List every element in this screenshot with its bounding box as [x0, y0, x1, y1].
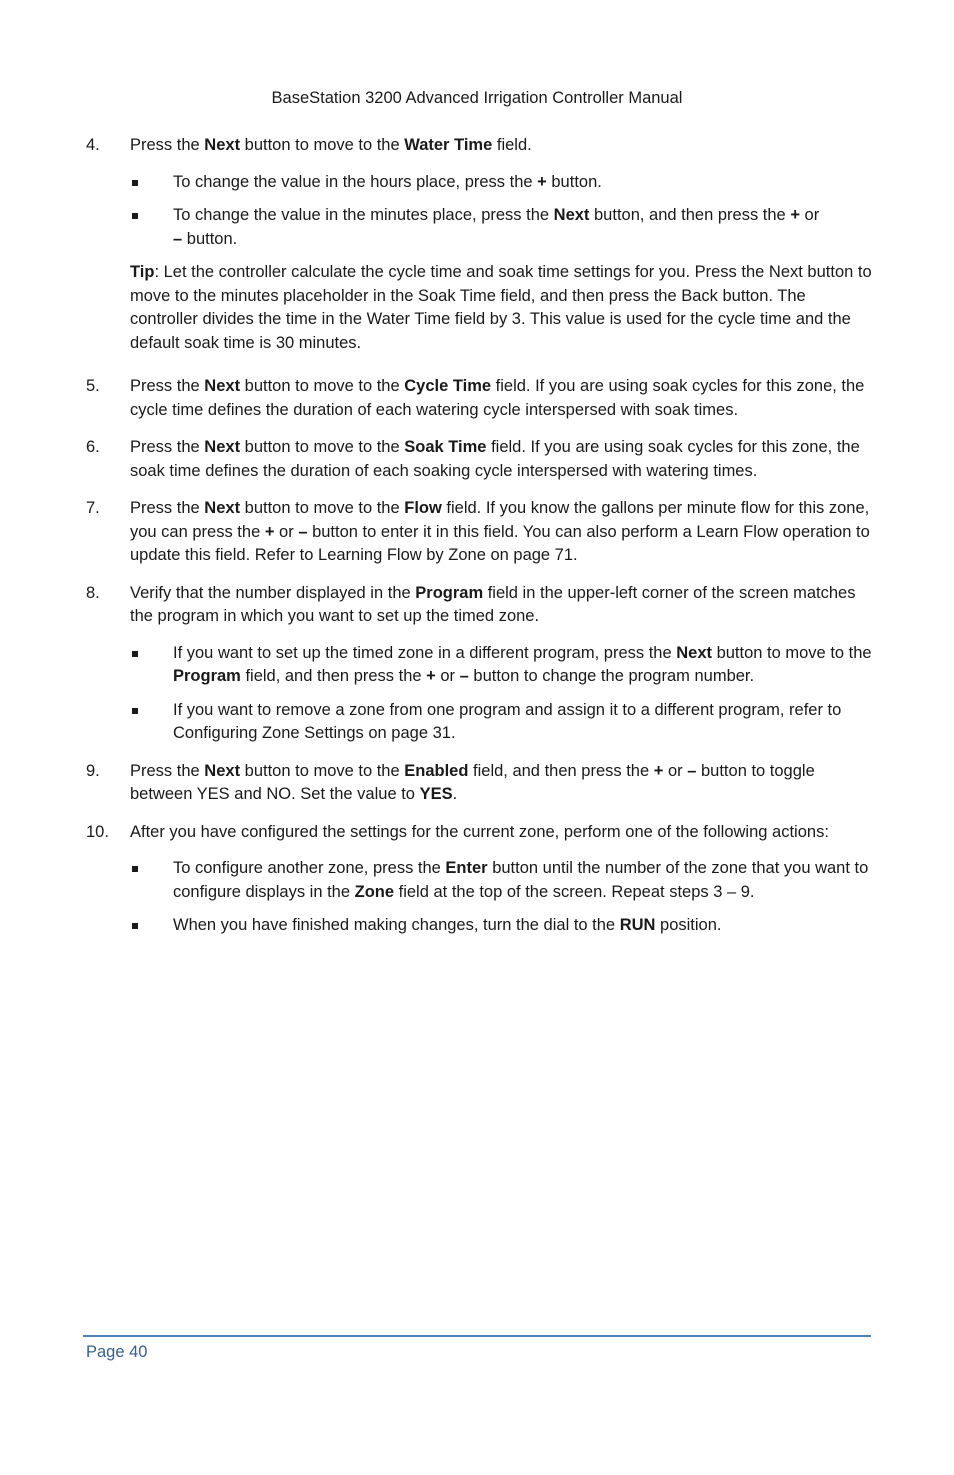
text: button until the number of the zone that you want to configure displays in the [173, 859, 869, 901]
step-number: 5. [86, 377, 100, 395]
bullet-list [130, 171, 872, 252]
text: field, and then press the [240, 667, 427, 685]
text: After you have configured the settings for the current zone, perform one of the following actions: [130, 822, 829, 841]
bold-text: Cycle Time [404, 377, 492, 395]
text: button to toggle between YES and NO. Set the value to [130, 761, 815, 803]
text: or [274, 522, 299, 541]
bold-text: Next [553, 206, 590, 224]
text: field. [492, 136, 532, 154]
text: field. If you are using soak cycles for this zone, the cycle time defines the duration of each watering cycle interspersed with soak times. [130, 377, 865, 419]
text: field at the top of the screen. Repeat steps 3 – 9. [394, 882, 755, 901]
square-bullet-icon [132, 866, 138, 872]
tip-paragraph [130, 261, 872, 355]
step-6 [86, 436, 872, 483]
text: Press the [130, 499, 205, 517]
bold-text: Enter [445, 859, 488, 877]
bullet-item [130, 699, 872, 746]
bold-text: YES [419, 785, 453, 803]
bold-text: Program [173, 667, 241, 685]
text: or [435, 667, 460, 685]
bullet-item [130, 914, 872, 938]
text: To change the value in the hours place, press the [173, 172, 538, 191]
text: Verify that the number displayed in the [130, 583, 416, 602]
bold-text: Next [204, 438, 241, 456]
step-text [130, 821, 872, 845]
text: button. [546, 172, 602, 191]
text: button to change the program number. [468, 667, 755, 685]
bold-text: Next [204, 377, 241, 395]
text: If you want to remove a zone from one program and assign it to a different program, refer to Configuring Zone Settings on page 31. [173, 700, 842, 742]
bold-text: + [537, 172, 547, 191]
text: . [452, 785, 458, 803]
text: To configure another zone, press the [173, 859, 446, 877]
bold-text: Water Time [404, 136, 493, 154]
page-number: Page 40 [86, 1343, 148, 1361]
tip-text: : Let the controller calculate the cycle time and soak time settings for you. Press the Next button to move to the minutes placeholder in the Soak Time field, and then press the Back button. The controller divides the time in the Water Time field by 3. This value is used for the cycle time and the default soak time is 30 minutes. [130, 263, 872, 352]
bullet-item [130, 171, 872, 195]
text: Press the [130, 761, 205, 780]
step-10 [86, 821, 872, 938]
bold-text: RUN [619, 916, 656, 934]
text: button to enter it in this field. You can also perform a Learn Flow operation to update this field. Refer to Learning Flow by Zone on page 71. [130, 522, 870, 564]
bold-text: – [298, 522, 308, 541]
square-bullet-icon [132, 923, 138, 929]
text: To change the value in the minutes place, press the [173, 206, 554, 224]
text: button to move to the [240, 438, 405, 456]
text: or [663, 761, 688, 780]
bold-text: Flow [404, 499, 442, 517]
bold-text: Next [204, 136, 241, 154]
bullet-item [130, 857, 872, 904]
bold-text: Zone [354, 882, 395, 901]
text: position. [655, 916, 722, 934]
square-bullet-icon [132, 180, 138, 186]
bold-text: Next [204, 499, 241, 517]
text: button. [182, 229, 238, 248]
bold-text: Next [204, 761, 241, 780]
text: field. If you know the gallons per minute flow for this zone, you can press the [130, 499, 870, 541]
step-9 [86, 760, 872, 807]
bold-text: – [173, 229, 183, 248]
bullet-list [130, 642, 872, 746]
bold-text: Program [415, 583, 484, 602]
main-content [86, 134, 872, 952]
step-number: 4. [86, 136, 100, 154]
step-text [130, 436, 872, 483]
bullet-item [130, 204, 872, 251]
step-text [130, 497, 872, 568]
text: button to move to the [712, 643, 872, 662]
text: button to move to the [240, 136, 405, 154]
step-text [130, 582, 872, 629]
bold-text: – [687, 761, 697, 780]
text: If you want to set up the timed zone in a different program, press the [173, 643, 677, 662]
text: button to move to the [240, 761, 405, 780]
text: button, and then press the [589, 206, 791, 224]
text: field, and then press the [468, 761, 654, 780]
step-number: 8. [86, 583, 100, 602]
text: or [799, 206, 820, 224]
bold-text: – [459, 667, 469, 685]
bold-text: + [264, 522, 275, 541]
step-number: 7. [86, 499, 100, 517]
text: When you have finished making changes, turn the dial to the [173, 916, 620, 934]
bold-text: + [790, 206, 800, 224]
footer-divider [83, 1335, 871, 1337]
step-4 [86, 134, 872, 355]
text: field in the upper-left corner of the screen matches the program in which you want to set up the timed zone. [130, 583, 856, 625]
bold-text: Soak Time [404, 438, 487, 456]
text: button to move to the [240, 377, 405, 395]
step-number: 9. [86, 761, 100, 780]
text: field. If you are using soak cycles for this zone, the soak time defines the duration of each soaking cycle interspersed with watering times. [130, 438, 860, 480]
step-8 [86, 582, 872, 746]
bold-text: Enabled [404, 761, 469, 780]
step-text [130, 134, 872, 158]
text: Press the [130, 438, 205, 456]
text: button to move to the [240, 499, 405, 517]
tip-label: Tip [130, 263, 155, 281]
bullet-item [130, 642, 872, 689]
step-text [130, 375, 872, 422]
step-7 [86, 497, 872, 568]
square-bullet-icon [132, 651, 138, 657]
text: Press the [130, 377, 205, 395]
square-bullet-icon [132, 708, 138, 714]
step-number: 6. [86, 438, 100, 456]
bullet-list [130, 857, 872, 938]
bold-text: + [426, 667, 436, 685]
bold-text: + [653, 761, 664, 780]
page-header: BaseStation 3200 Advanced Irrigation Controller Manual [271, 89, 683, 107]
bold-text: Next [676, 643, 712, 662]
step-number: 10. [86, 822, 109, 841]
step-5 [86, 375, 872, 422]
square-bullet-icon [132, 213, 138, 219]
text: Press the [130, 136, 205, 154]
step-text [130, 760, 872, 807]
